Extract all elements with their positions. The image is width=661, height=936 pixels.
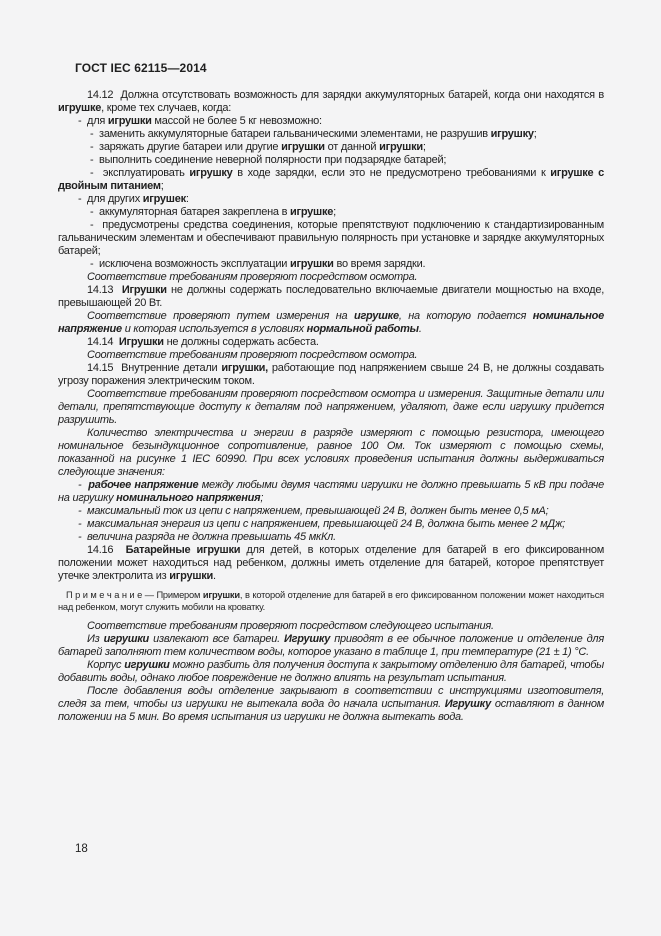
text-run: игрушке (58, 102, 102, 114)
paragraph-clause (58, 620, 604, 633)
text-run: игрушке (290, 206, 334, 218)
text-run: игрушки (202, 590, 240, 600)
paragraph-list1 (58, 479, 604, 505)
text-run: Игрушки (121, 284, 167, 296)
text-run: во время зарядки. (333, 258, 426, 270)
paragraph-clause (58, 349, 604, 362)
text-run: не должны содержать асбеста. (163, 336, 319, 348)
text-run: игрушки (289, 258, 334, 270)
text-run: Батарейные игрушки (125, 544, 241, 556)
page-number: 18 (75, 843, 88, 855)
paragraph-clause (58, 336, 604, 349)
text-run: - заряжать другие батареи или другие (90, 141, 282, 153)
text-run: номинальное напряжение (58, 310, 604, 335)
text-run: Игрушку (444, 698, 491, 710)
text-run: - максимальный ток из цепи с напряжением, превышающей 24 В, должен быть менее 0,5 мА; (78, 505, 549, 517)
text-run: и которая используется в условиях (121, 323, 307, 335)
text-run: можно разбить для получения доступа к закрытому отделению для батарей, чтобы добавить воды, однако любое повреждение не должно влиять на результат испытания. (58, 659, 605, 684)
text-run: игрушки (281, 141, 325, 153)
text-run: Соответствие требованиям проверяют посредством следующего испытания. (87, 620, 494, 632)
paragraph-list2 (58, 258, 604, 271)
text-run: , кроме тех случаев, когда: (101, 102, 232, 114)
text-run: П р и м е ч а н и е — Примером (66, 590, 203, 600)
text-run: нормальной работы (306, 323, 419, 335)
text-run: 14.13 (87, 284, 122, 296)
text-run: ; (422, 141, 426, 153)
text-run: . (213, 570, 216, 582)
paragraph-clause (58, 362, 604, 388)
paragraph-list2 (58, 154, 604, 167)
text-run: - для (78, 115, 108, 127)
text-run: массой не более 5 кг невозможно: (151, 115, 322, 127)
paragraph-clause (58, 659, 604, 685)
paragraph-clause (58, 633, 604, 659)
text-run: - эксплуатировать (90, 167, 190, 179)
paragraph-clause (58, 271, 604, 284)
paragraph-list1 (58, 505, 604, 518)
text-run: 14.16 (87, 544, 126, 556)
text-run: Соответствие проверяют путем измерения на (87, 310, 354, 322)
text-run: - максимальная энергия из цепи с напряжением, превышающей 24 В, должна быть менее 2 мДж; (78, 518, 565, 530)
text-run: Из (87, 633, 104, 645)
text-run: Корпус (87, 659, 125, 671)
text-run: извлекают все батареи. (149, 633, 284, 645)
paragraph-clause (58, 685, 604, 724)
paragraph-list2 (58, 206, 604, 219)
paragraph-list2 (58, 167, 604, 193)
text-run: игрушке (353, 310, 399, 322)
text-run: 14.12 Должна отсутствовать возможность для зарядки аккумуляторных батарей, когда они находятся в (87, 89, 604, 101)
text-run: - заменить аккумуляторные батареи гальваническими элементами, не разрушив (90, 128, 491, 140)
paragraph-clause (58, 427, 604, 479)
text-run: игрушки (379, 141, 423, 153)
text-run: между любыми двумя частями игрушки не должно превышать 5 кВ при подаче на игрушку (58, 479, 604, 504)
text-run: не должны содержать последовательно включаемые двигатели мощностью на входе, превышающей 20 Вт. (58, 284, 604, 309)
paragraph-list1 (58, 115, 604, 128)
paragraph-clause (58, 284, 604, 310)
text-run: игрушки (107, 115, 152, 127)
text-run: Игрушки (118, 336, 164, 348)
text-run: игрушку (189, 167, 233, 179)
text-run: - предусмотрены средства соединения, которые препятствуют подключению к стандартизированным гальваническим элементам и обеспечивают правильную полярность при установке и зарядке аккумуляторных батарей; (58, 219, 604, 257)
paragraph-clause (58, 388, 604, 427)
text-run: , на которую подается (398, 310, 533, 322)
text-run: - величина разряда не должна превышать 45 мкКл. (78, 531, 336, 543)
text-run: : (185, 193, 189, 205)
text-run: игрушку (490, 128, 534, 140)
paragraph-list1 (58, 193, 604, 206)
text-run: Соответствие требованиям проверяют посредством осмотра и измерения. Защитные детали или детали, препятствующие доступу к деталям под напряжением, удаляют, даже если игрушку придется разрушить. (58, 388, 604, 426)
text-run: - исключена возможность эксплуатации (90, 258, 290, 270)
text-run: игрушки, (221, 362, 268, 374)
text-run: ; (333, 206, 336, 218)
text-run: . (418, 323, 422, 335)
running-header: ГОСТ IEC 62115—2014 (75, 61, 207, 75)
paragraph-list2 (58, 128, 604, 141)
text-run: игрушек (142, 193, 186, 205)
paragraph-clause (58, 544, 604, 583)
text-run: ; (260, 492, 264, 504)
text-run: , в которой отделение для батарей в его фиксированном положении может находиться над ребенком, могут служить мобили на кроватку. (58, 590, 604, 612)
paragraph-list2 (58, 219, 604, 258)
text-run: игрушки (103, 633, 150, 645)
text-run: ; (533, 128, 537, 140)
text-run: в ходе зарядки, если это не предусмотрено требованиями к (232, 167, 551, 179)
text-run: номинального напряжения (116, 492, 261, 504)
paragraph-clause (58, 310, 604, 336)
paragraph-list1 (58, 518, 604, 531)
text-run: игрушки (124, 659, 170, 671)
text-run: оставляют в данном положении на 5 мин. Во время испытания из игрушки не должна вытекать вода. (58, 698, 604, 723)
text-run: от данной (324, 141, 380, 153)
text-run: - для других (78, 193, 143, 205)
text-run: Соответствие требованиям проверяют посредством осмотра. (87, 271, 418, 283)
paragraph-list1 (58, 531, 604, 544)
paragraph-note (58, 590, 604, 613)
document-body (58, 89, 604, 724)
text-run: - аккумуляторная батарея закреплена в (90, 206, 290, 218)
text-run: - (78, 479, 89, 491)
text-run: Игрушку (283, 633, 331, 645)
text-run: Соответствие требованиям проверяют посредством осмотра. (87, 349, 418, 361)
paragraph-list2 (58, 141, 604, 154)
text-run: Количество электричества и энергии в разряде измеряют с помощью резистора, имеющего номинальное безындукционное сопротивление, равное 100 Ом. Ток измеряют с помощью схемы, показанной на рисунке 1 IEC 60990. При всех условиях проведения испытания должны выдерживаться следующие значения: (58, 427, 604, 478)
text-run: После добавления воды отделение закрывают в соответствии с инструкциями изготовителя, следя за тем, чтобы из игрушки не вытекала вода до начала испытания. (58, 685, 604, 710)
text-run: ; (160, 180, 164, 192)
text-run: рабочее напряжение (88, 479, 199, 491)
text-run: работающие под напряжением свыше 24 В, не должны создавать угрозу поражения электрическим током. (58, 362, 605, 387)
text-run: 14.14 (87, 336, 119, 348)
paragraph-clause (58, 89, 604, 115)
text-run: приводят в ее обычное положение и отделение для батарей заполняют тем количеством воды, которое указано в таблице 1, при температуре (21 ± 1) °С. (58, 633, 604, 658)
text-run: игрушки (169, 570, 214, 582)
text-run: для детей, в которых отделение для батарей в его фиксированном положении может находиться над ребенком, должны иметь отделение для батарей, которое препятствует утечке электролита из (58, 544, 605, 582)
text-run: 14.15 Внутренние детали (87, 362, 222, 374)
text-run: - выполнить соединение неверной полярности при подзарядке батарей; (90, 154, 447, 166)
text-run: игрушке с двойным питанием (58, 167, 604, 192)
